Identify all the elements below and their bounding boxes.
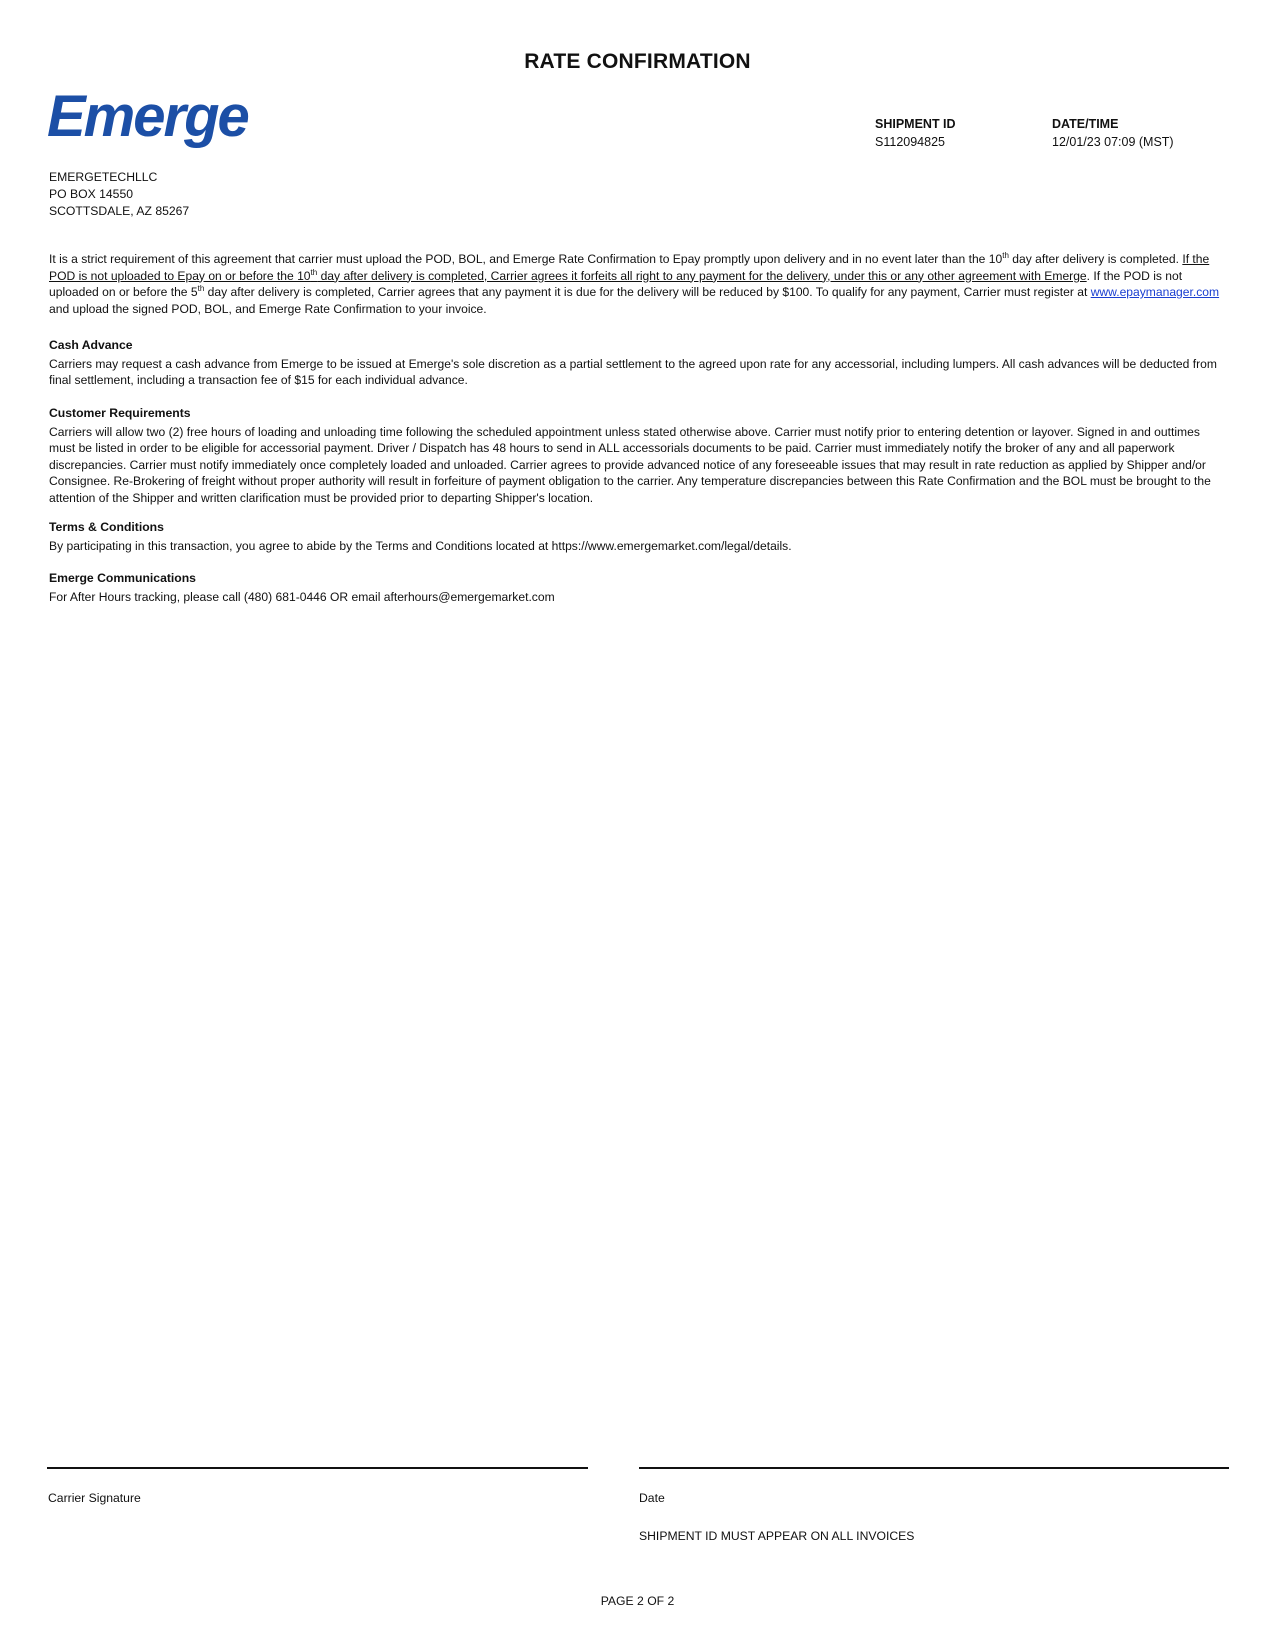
customer-requirements-section bbox=[49, 405, 1227, 506]
terms-section bbox=[49, 519, 1227, 554]
customer-requirements-text: Carriers will allow two (2) free hours of loading and unloading time following the scheduled appointment unless stated otherwise above. Carrier must notify prior to entering detention or layover. Signed in and outtimes must be listed in order to be eligible for accessorial payment. Driver / Dispatch has 48 hours to send in ALL accessorials documents to be paid. Carrier must immediately notify the broker of any and all paperwork discrepancies. Carrier must notify immediately once completely loaded and unloaded. Carrier agrees to provide advanced notice of any foreseeable issues that may result in rate reduction as applied by Shipper and/or Consignee. Re-Brokering of freight without proper authority will result in forfeiture of payment obligation to the carrier. Any temperature discrepancies between this Rate Confirmation and the BOL must be brought to the attention of the Shipper and written clarification must be provided prior to departing Shipper's location. bbox=[49, 424, 1211, 505]
communications-text: For After Hours tracking, please call (480) 681-0446 OR email afterhours@emergemarket.com bbox=[49, 589, 555, 604]
page-number: PAGE 2 OF 2 bbox=[600, 1594, 675, 1608]
datetime-label: DATE/TIME bbox=[1052, 117, 1119, 131]
epay-link[interactable]: www.epaymanager.com bbox=[1090, 285, 1220, 299]
carrier-signature-line[interactable] bbox=[47, 1467, 588, 1469]
terms-heading: Terms & Conditions bbox=[49, 520, 164, 534]
emerge-logo: Emerge bbox=[47, 84, 248, 149]
shipment-id-label: SHIPMENT ID bbox=[875, 117, 956, 131]
intro-paragraph: It is a strict requirement of this agreement that carrier must upload the POD, BOL, and Emerge Rate Confirmation to Epay promptly upon delivery and in no event later than the 10th day after delivery is completed. If the POD is not uploaded to Epay on or before the 10th day after delivery is completed, Carrier agrees it forfeits all right to any payment for the delivery, under this or any other agreement with Emerge. If the POD is not uploaded on or before the 5th day after delivery is completed, Carrier agrees that any payment it is due for the delivery will be reduced by $100. To qualify for any payment, Carrier must register at www.epaymanager.com and upload the signed POD, BOL, and Emerge Rate Confirmation to your invoice. bbox=[49, 250, 1220, 316]
carrier-signature-label: Carrier Signature bbox=[48, 1491, 141, 1505]
address-line-1: EMERGETECHLLC bbox=[49, 170, 158, 184]
document-title: RATE CONFIRMATION bbox=[524, 50, 751, 73]
forfeit-clause: If the POD is not uploaded to Epay on or before the 10th day after delivery is completed, Carrier agrees it forfeits all right to any payment for the delivery, under this or any other agreement with Emerge bbox=[49, 252, 1210, 283]
cash-advance-section bbox=[49, 337, 1227, 389]
company-address bbox=[49, 169, 189, 220]
cash-advance-heading: Cash Advance bbox=[49, 338, 133, 352]
terms-text: By participating in this transaction, you agree to abide by the Terms and Conditions located at https://www.emergemarket.com/legal/details. bbox=[49, 538, 792, 553]
communications-heading: Emerge Communications bbox=[49, 571, 196, 585]
invoice-notice: SHIPMENT ID MUST APPEAR ON ALL INVOICES bbox=[639, 1529, 915, 1543]
date-label: Date bbox=[639, 1491, 665, 1505]
communications-section bbox=[49, 570, 1227, 605]
shipment-id-block bbox=[875, 117, 956, 149]
cash-advance-text: Carriers may request a cash advance from Emerge to be issued at Emerge's sole discretion as a partial settlement to the agreed upon rate for any accessorial, including lumpers. All cash advances will be deducted from final settlement, including a transaction fee of $15 for each individual advance. bbox=[49, 356, 1217, 387]
address-line-2: PO BOX 14550 bbox=[49, 187, 134, 201]
address-line-3: SCOTTSDALE, AZ 85267 bbox=[49, 204, 190, 218]
customer-requirements-heading: Customer Requirements bbox=[49, 406, 191, 420]
datetime-block bbox=[1052, 117, 1174, 149]
shipment-id-value: S112094825 bbox=[875, 135, 945, 149]
datetime-value: 12/01/23 07:09 (MST) bbox=[1052, 135, 1174, 149]
date-signature-line[interactable] bbox=[639, 1467, 1229, 1469]
